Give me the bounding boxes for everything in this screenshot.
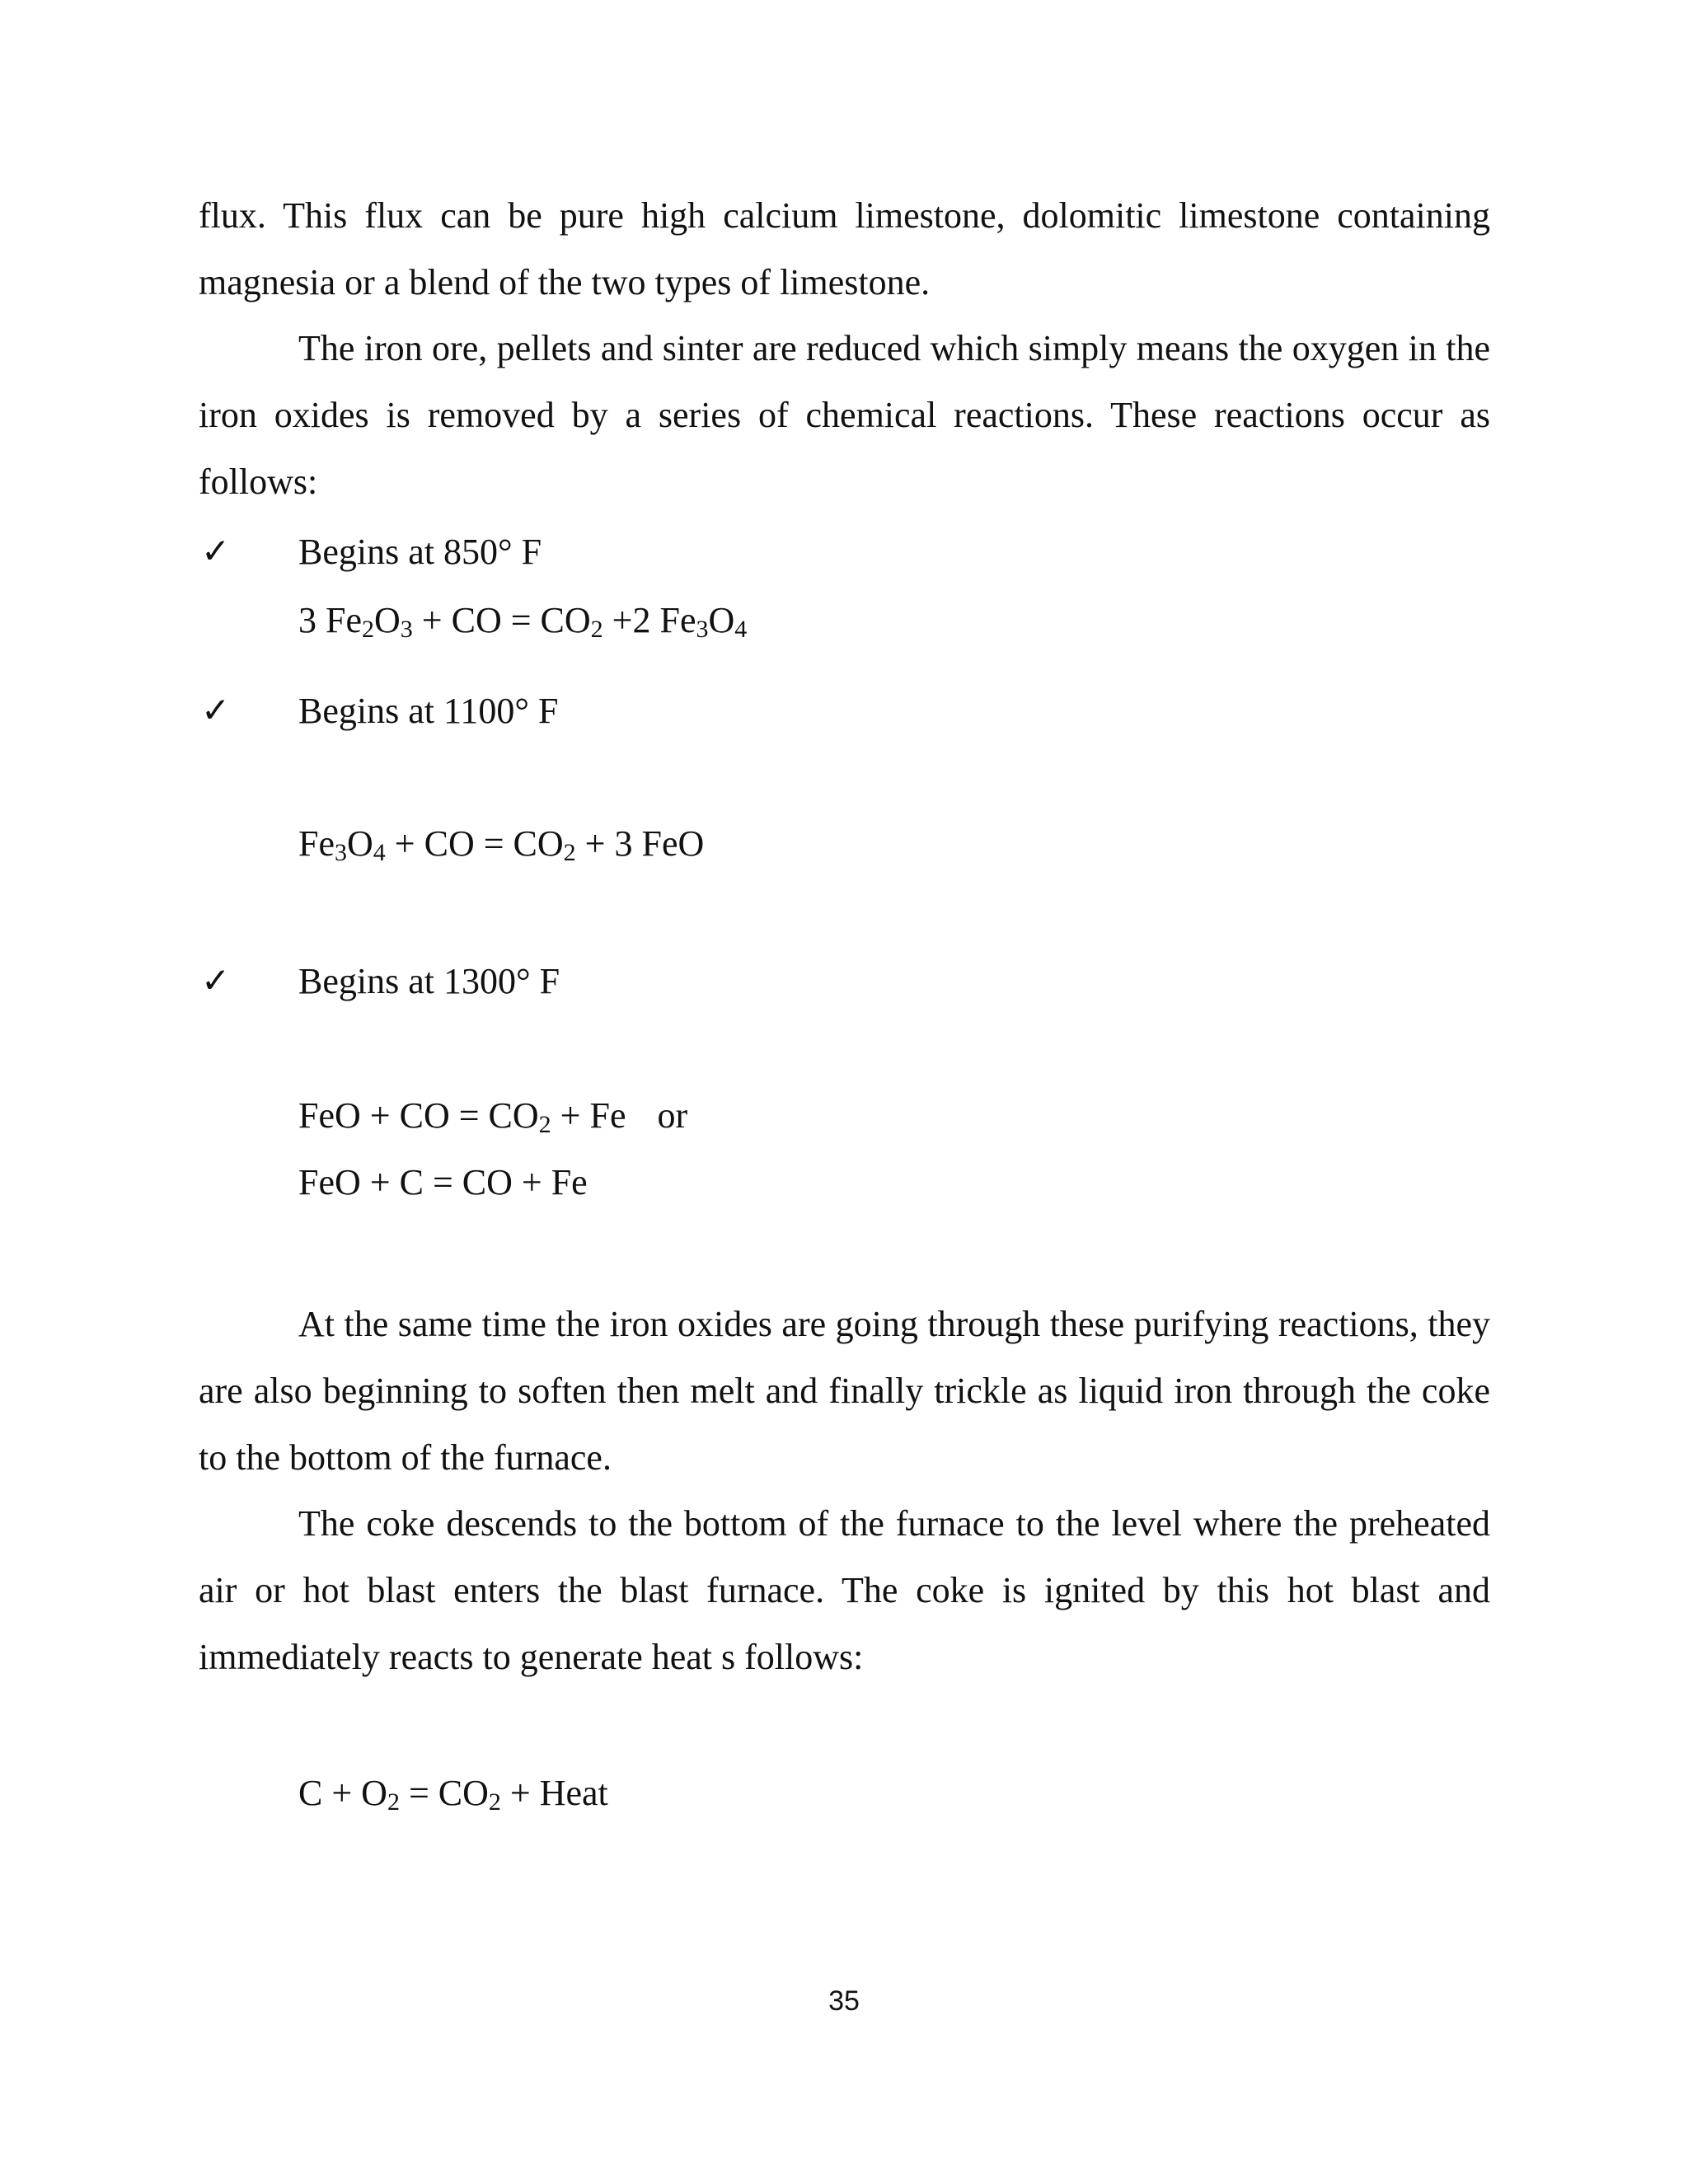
equation-text: +2 Fe [603, 600, 696, 640]
equation-carbon-combustion [298, 1769, 608, 1818]
equation-text: O [708, 600, 735, 640]
paragraph-flux: flux. This flux can be pure high calcium limestone, dolomitic limestone containing magnesia or a blend of the two types of limestone. [199, 195, 1490, 302]
subscript: 2 [387, 1788, 400, 1816]
equation-text: + CO = CO [412, 600, 591, 640]
subscript: 3 [696, 616, 709, 643]
equation-text: Fe [298, 823, 335, 864]
equation-text: FeO + CO = CO [298, 1095, 539, 1136]
check-mark-icon: ✓ [201, 533, 231, 571]
equation-wustite-co-reduction [298, 1091, 687, 1141]
check-mark-icon: ✓ [201, 692, 231, 730]
equation-or: or [657, 1095, 688, 1136]
equation-text: + 3 FeO [575, 823, 705, 864]
paragraph-melting: At the same time the iron oxides are going through these purifying reactions, they are also beginning to soften then melt and finally trickle as liquid iron through the coke to the bottom of the furnace. [199, 1304, 1490, 1478]
subscript: 4 [373, 839, 386, 866]
check-mark-icon: ✓ [201, 963, 231, 1001]
subscript: 2 [362, 616, 374, 643]
equation-wustite-carbon-reduction [298, 1158, 588, 1207]
subscript: 2 [488, 1788, 501, 1816]
subscript: 3 [335, 839, 347, 866]
equation-magnetite-reduction [298, 819, 704, 869]
subscript: 3 [400, 616, 413, 643]
equation-text: + Fe [551, 1095, 626, 1136]
subscript: 4 [734, 616, 748, 643]
equation-hematite-reduction [298, 596, 747, 645]
equation-text: + CO = CO [385, 823, 564, 864]
equation-text: C + O [298, 1773, 387, 1813]
paragraph-coke: The coke descends to the bottom of the furnace to the level where the preheated air or hot blast enters the blast furnace. The coke is ignited by this hot blast and immediately reacts to generate heat s follows: [199, 1503, 1490, 1677]
subscript: 2 [563, 839, 576, 866]
equation-text: O [347, 823, 373, 864]
step-label-1100: Begins at 1100° F [298, 691, 559, 731]
page-number: 35 [828, 1985, 860, 2017]
equation-text: + Heat [500, 1773, 608, 1813]
equation-text: O [374, 600, 401, 640]
subscript: 2 [590, 616, 603, 643]
equation-text: = CO [399, 1773, 489, 1813]
subscript: 2 [538, 1111, 551, 1138]
paragraph-reduction: The iron ore, pellets and sinter are reduced which simply means the oxygen in the iron oxides is removed by a series of chemical reactions. These reactions occur as follows: [199, 328, 1490, 502]
step-label-1300: Begins at 1300° F [298, 961, 560, 1001]
equation-text: 3 Fe [298, 600, 362, 640]
step-label-850: Begins at 850° F [298, 532, 542, 572]
equation-text: FeO + C = CO + Fe [298, 1162, 588, 1202]
